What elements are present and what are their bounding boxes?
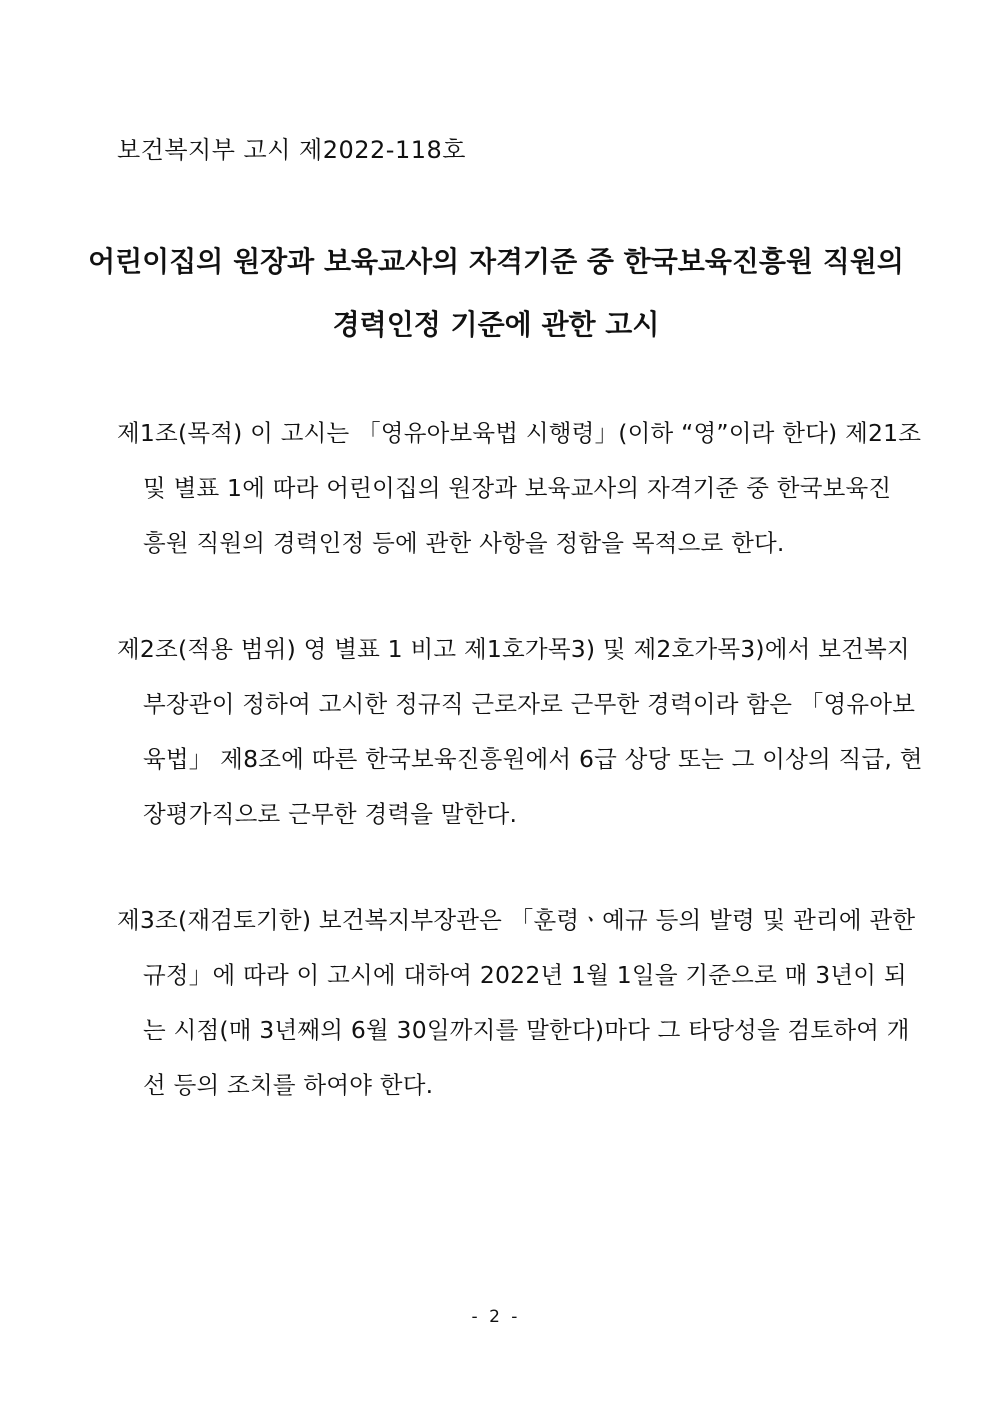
notice-number: 보건복지부 고시 제2022-118호 <box>117 136 466 164</box>
article-2-line-4: 장평가직으로 근무한 경력을 말한다. <box>143 800 518 828</box>
article-2-line-2: 부장관이 정하여 고시한 정규직 근로자로 근무한 경력이라 함은 「영유아보 <box>143 690 916 718</box>
article-2-line-3: 육법」 제8조에 따른 한국보육진흥원에서 6급 상당 또는 그 이상의 직급, 현 <box>143 745 923 773</box>
article-3-line-4: 선 등의 조치를 하여야 한다. <box>143 1071 434 1099</box>
article-3-line-3: 는 시점(매 3년째의 6월 30일까지를 말한다)마다 그 타당성을 검토하여 개 <box>143 1016 910 1044</box>
article-3-line-1: 제3조(재검토기한) 보건복지부장관은 「훈령ㆍ예규 등의 발령 및 관리에 관한 <box>117 906 916 934</box>
article-2-line-1: 제2조(적용 범위) 영 별표 1 비고 제1호가목3) 및 제2호가목3)에서 보건복지 <box>117 635 910 663</box>
page-number: - 2 - <box>471 1307 521 1327</box>
article-1-line-3: 흥원 직원의 경력인정 등에 관한 사항을 정함을 목적으로 한다. <box>143 529 785 557</box>
article-1-line-1: 제1조(목적) 이 고시는 「영유아보육법 시행령」(이하 “영”이라 한다) 제21조 <box>117 419 922 447</box>
article-3-line-2: 규정」에 따라 이 고시에 대하여 2022년 1월 1일을 기준으로 매 3년이 되 <box>143 961 907 989</box>
article-1-line-2: 및 별표 1에 따라 어린이집의 원장과 보육교사의 자격기준 중 한국보육진 <box>143 474 892 502</box>
document-title-line-2: 경력인정 기준에 관한 고시 <box>332 308 660 341</box>
document-title-line-1: 어린이집의 원장과 보육교사의 자격기준 중 한국보육진흥원 직원의 <box>88 245 904 278</box>
